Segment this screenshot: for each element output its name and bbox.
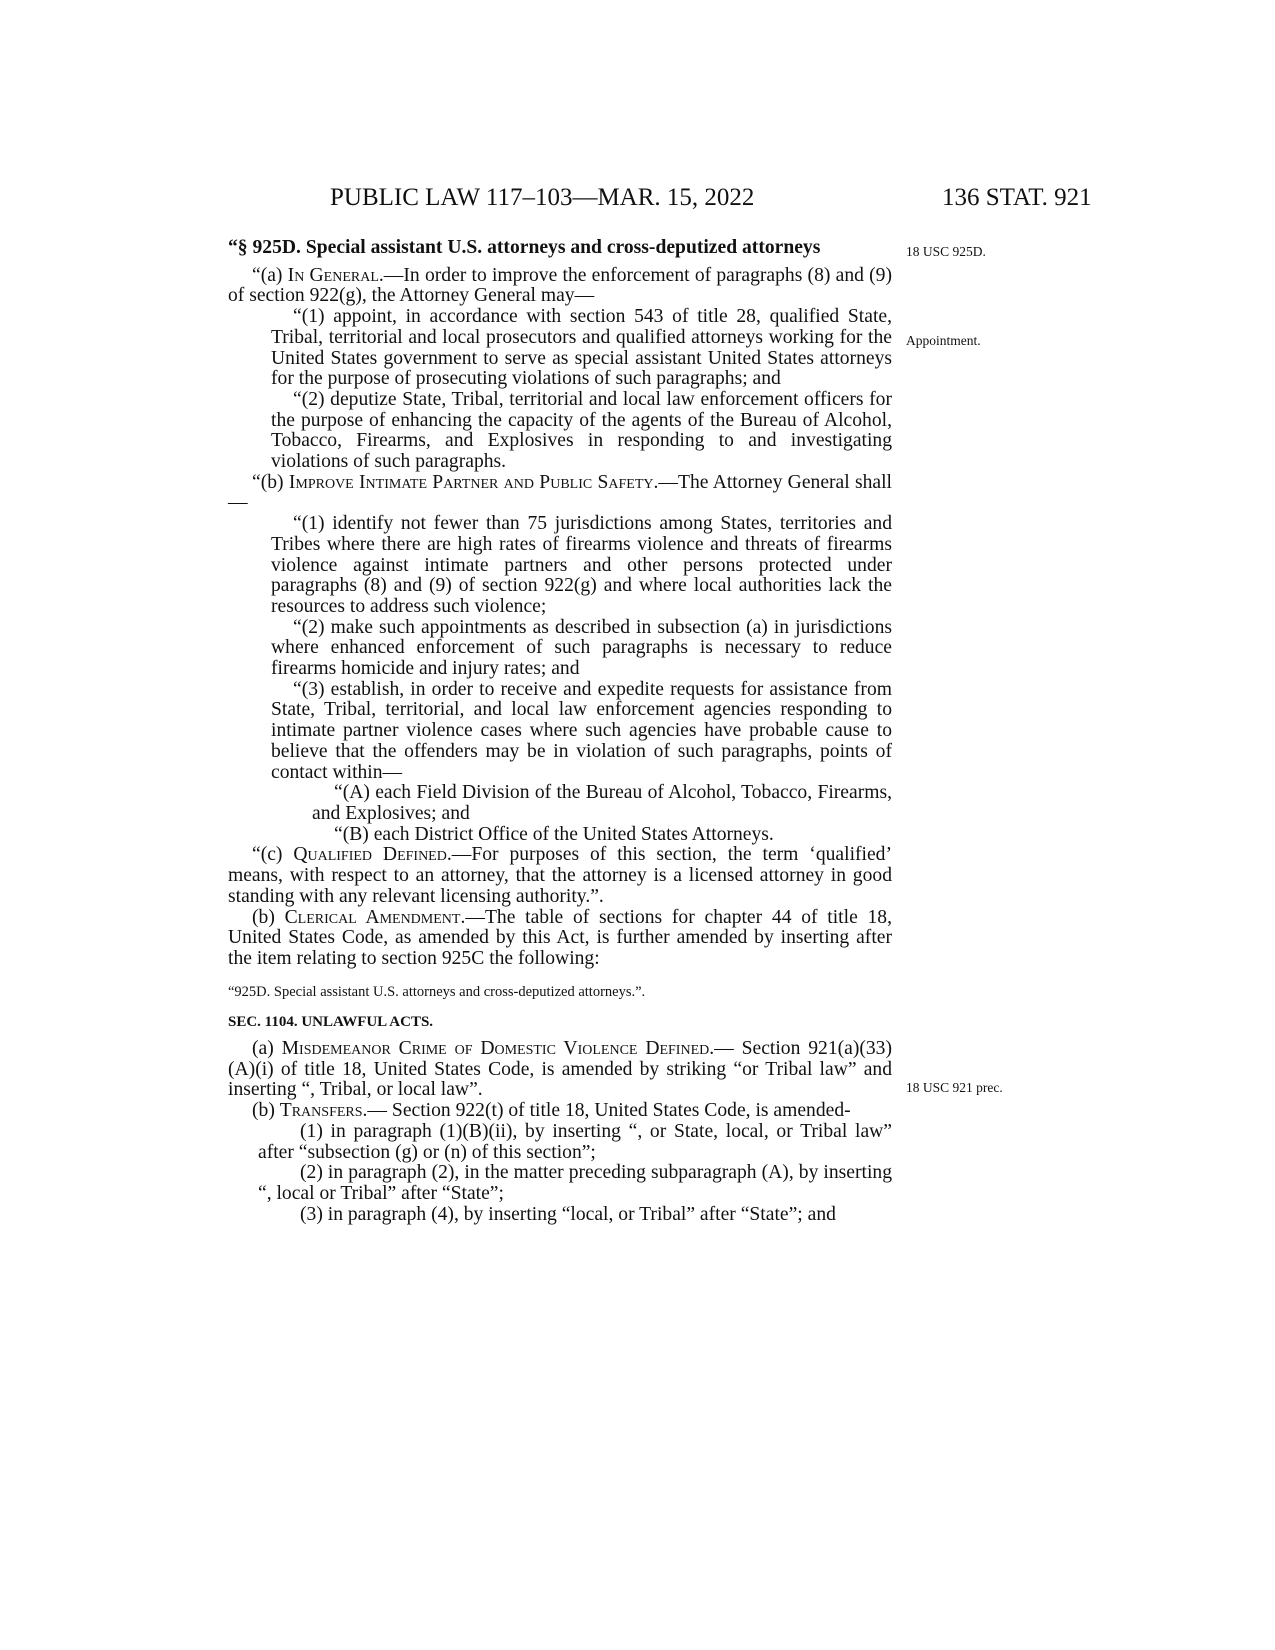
sec-1104-b-heading: Transfers — [279, 1100, 363, 1122]
sec-1104-paragraph-3: (3) in paragraph (4), by inserting “local, or Tribal” after “State”; and — [300, 1203, 836, 1225]
margin-note-appointment: Appointment. — [906, 333, 981, 348]
subparagraph-b3a: “(A) each Field Division of the Bureau of Alcohol, Tobacco, Firearms, and Explosives; and — [312, 782, 892, 824]
subparagraph-b3b: “(B) each District Office of the United States Attorneys. — [334, 823, 774, 845]
clerical-amendment: (b) Clerical Amendment.—The table of sections for chapter 44 of title 18, United States Code, as amended by this Act, is further amended by inserting after the item relating to section 925C the following: — [228, 906, 892, 969]
sec-1104-subsection-b: (b) Transfers.— Section 922(t) of title 18, United States Code, is amended- — [252, 1100, 851, 1122]
subsection-a: “(a) In General.—In order to improve the enforcement of paragraphs (8) and (9) of section 922(g), the Attorney General may— — [228, 264, 892, 307]
sec-1104-paragraph-2: (2) in paragraph (2), in the matter preceding subparagraph (A), by inserting “, local or Tribal” after “State”; — [258, 1162, 892, 1204]
subsection-c-heading: Qualified Defined — [293, 844, 447, 866]
document-body — [228, 238, 892, 1225]
table-of-sections-item: “925D. Special assistant U.S. attorneys and cross-deputized attorneys.”. — [228, 983, 646, 1000]
sec-1104-subsection-a: (a) Misdemeanor Crime of Domestic Violence Defined.— Section 921(a)(33)(A)(i) of title 18, United States Code, is amended by striking “or Tribal law” and inserting “, Tribal, or local law”. — [228, 1038, 893, 1101]
margin-note-usc-prec: 18 USC 921 prec. — [906, 1080, 1003, 1095]
section-title: “§ 925D. Special assistant U.S. attorneys and cross-deputized attorneys — [228, 237, 821, 258]
paragraph-b2: “(2) make such appointments as described in subsection (a) in jurisdictions where enhanced enforcement of such paragraphs is necessary to reduce firearms homicide and injury rates; and — [271, 616, 892, 680]
subsection-b: “(b) Improve Intimate Partner and Public Safety.—The Attorney General shall— — [228, 471, 892, 514]
margin-note-usc: 18 USC 925D. — [906, 244, 986, 259]
sec-1104-a-heading: Misdemeanor Crime of Domestic Violence Defined — [281, 1038, 710, 1060]
paragraph-b1: “(1) identify not fewer than 75 jurisdictions among States, territories and Tribes where there are high rates of firearms violence and threats of firearms violence against intimate partners and other persons protected under paragraphs (8) and (9) of section 922(g) and where local authorities lack the resources to address such violence; — [271, 513, 892, 617]
subsection-a-heading: In General — [287, 264, 379, 286]
running-header: PUBLIC LAW 117–103—MAR. 15, 2022 — [330, 184, 755, 211]
clerical-amendment-heading: Clerical Amendment — [284, 906, 461, 928]
subsection-b-heading: Improve Intimate Partner and Public Safety — [288, 471, 654, 493]
sec-1104-paragraph-1: (1) in paragraph (1)(B)(ii), by inserting “, or State, local, or Tribal law” after “subsection (g) or (n) of this section”; — [258, 1120, 892, 1163]
page-citation: 136 STAT. 921 — [942, 184, 1092, 211]
paragraph-a1: “(1) appoint, in accordance with section 543 of title 28, qualified State, Tribal, territorial and local prosecutors and qualified attorneys working for the United States government to serve as special assistant United States attorneys for the purpose of prosecuting violations of such paragraphs; and — [271, 306, 892, 390]
paragraph-a2: “(2) deputize State, Tribal, territorial and local law enforcement officers for the purpose of enhancing the capacity of the agents of the Bureau of Alcohol, Tobacco, Firearms, and Explosives in responding to and investigating violations of such paragraphs. — [271, 388, 892, 473]
subsection-c: “(c) Qualified Defined.—For purposes of this section, the term ‘qualified’ means, with respect to an attorney, that the attorney is a licensed attorney in good standing with any relevant licensing authority.”. — [228, 844, 892, 907]
sec-1104-heading: SEC. 1104. UNLAWFUL ACTS. — [228, 1014, 434, 1031]
paragraph-b3: “(3) establish, in order to receive and expedite requests for assistance from State, Tribal, territorial, and local law enforcement agencies responding to intimate partner violence cases where such agencies have probable cause to believe that the offenders may be in violation of such paragraphs, points of contact within— — [271, 678, 892, 783]
